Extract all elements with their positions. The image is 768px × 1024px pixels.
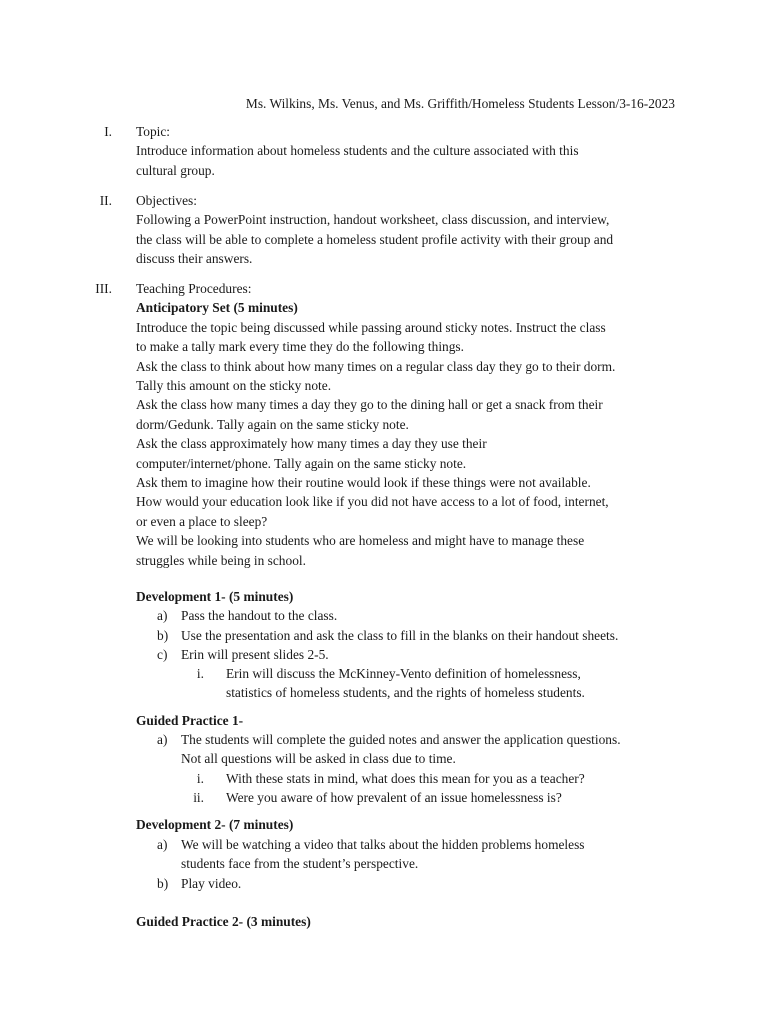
list-item: Play video. bbox=[181, 876, 242, 891]
anticipatory-line: Tally this amount on the sticky note. bbox=[136, 378, 332, 394]
list-item-line: The students will complete the guided notes and answer the application questions. bbox=[181, 732, 621, 747]
anticipatory-line: Ask the class approximately how many times a day they use their bbox=[136, 436, 487, 452]
list-item bbox=[181, 835, 681, 874]
anticipatory-line: We will be looking into students who are homeless and might have to manage these bbox=[136, 533, 585, 549]
section-title: Teaching Procedures: bbox=[136, 281, 252, 296]
list-marker: b) bbox=[157, 876, 169, 891]
list-item-line: We will be watching a video that talks about the hidden problems homeless bbox=[181, 837, 585, 852]
sub-list-line: Erin will discuss the McKinney-Vento definition of homelessness, bbox=[226, 666, 581, 681]
development-1-heading: Development 1- (5 minutes) bbox=[136, 589, 294, 604]
anticipatory-set-heading: Anticipatory Set (5 minutes) bbox=[136, 300, 298, 316]
sub-list-line: statistics of homeless students, and the rights of homeless students. bbox=[226, 685, 585, 701]
section-line: Following a PowerPoint instruction, handout worksheet, class discussion, and interview, bbox=[136, 212, 610, 228]
list-item: Erin will present slides 2-5. bbox=[181, 647, 329, 662]
anticipatory-line: or even a place to sleep? bbox=[136, 513, 268, 529]
anticipatory-line: How would your education look like if you did not have access to a lot of food, internet, bbox=[136, 494, 609, 510]
sub-list-item: Were you aware of how prevalent of an issue homelessness is? bbox=[226, 790, 562, 805]
section-line: Introduce information about homeless students and the culture associated with this bbox=[136, 143, 579, 159]
list-item: Use the presentation and ask the class to fill in the blanks on their handout sheets. bbox=[181, 628, 619, 643]
list-marker: a) bbox=[157, 608, 168, 623]
anticipatory-line: Introduce the topic being discussed while passing around sticky notes. Instruct the class bbox=[136, 319, 606, 335]
list-marker: a) bbox=[157, 837, 168, 852]
sub-list-marker: ii. bbox=[193, 790, 204, 805]
development-2-heading: Development 2- (7 minutes) bbox=[136, 817, 294, 832]
section-title: Topic: bbox=[136, 124, 171, 139]
anticipatory-line: dorm/Gedunk. Tally again on the same sticky note. bbox=[136, 416, 409, 432]
section-teaching-procedures bbox=[136, 279, 681, 570]
anticipatory-line: to make a tally mark every time they do the following things. bbox=[136, 339, 464, 355]
section-number-2: II. bbox=[99, 193, 112, 208]
list-item bbox=[181, 730, 681, 769]
list-item: Pass the handout to the class. bbox=[181, 608, 338, 623]
section-number-1: I. bbox=[104, 124, 112, 139]
sub-list-marker: i. bbox=[196, 666, 204, 681]
anticipatory-line: Ask the class to think about how many times on a regular class day they go to their dorm. bbox=[136, 358, 616, 374]
list-item-line: students face from the student’s perspective. bbox=[181, 856, 419, 872]
sub-list-marker: i. bbox=[196, 771, 204, 786]
anticipatory-line: struggles while being in school. bbox=[136, 552, 306, 568]
list-marker: c) bbox=[157, 647, 168, 662]
section-line: the class will be able to complete a homeless student profile activity with their group and bbox=[136, 231, 614, 247]
section-line: cultural group. bbox=[136, 162, 215, 178]
anticipatory-line: Ask the class how many times a day they go to the dining hall or get a snack from their bbox=[136, 397, 603, 413]
sub-list-item bbox=[226, 664, 686, 703]
list-marker: a) bbox=[157, 732, 168, 747]
anticipatory-line: computer/internet/phone. Tally again on the same sticky note. bbox=[136, 455, 467, 471]
section-objectives bbox=[136, 191, 681, 269]
section-topic bbox=[136, 122, 681, 180]
section-title: Objectives: bbox=[136, 193, 197, 208]
section-line: discuss their answers. bbox=[136, 251, 253, 267]
document-header: Ms. Wilkins, Ms. Venus, and Ms. Griffith/Homeless Students Lesson/3-16-2023 bbox=[245, 96, 675, 111]
list-marker: b) bbox=[157, 628, 169, 643]
sub-list-item: With these stats in mind, what does this mean for you as a teacher? bbox=[226, 771, 585, 786]
list-item-line: Not all questions will be asked in class due to time. bbox=[181, 751, 456, 767]
section-number-3: III. bbox=[95, 281, 112, 296]
guided-practice-1-heading: Guided Practice 1- bbox=[136, 713, 244, 728]
guided-practice-2-heading: Guided Practice 2- (3 minutes) bbox=[136, 914, 311, 929]
anticipatory-line: Ask them to imagine how their routine would look if these things were not available. bbox=[136, 475, 591, 491]
